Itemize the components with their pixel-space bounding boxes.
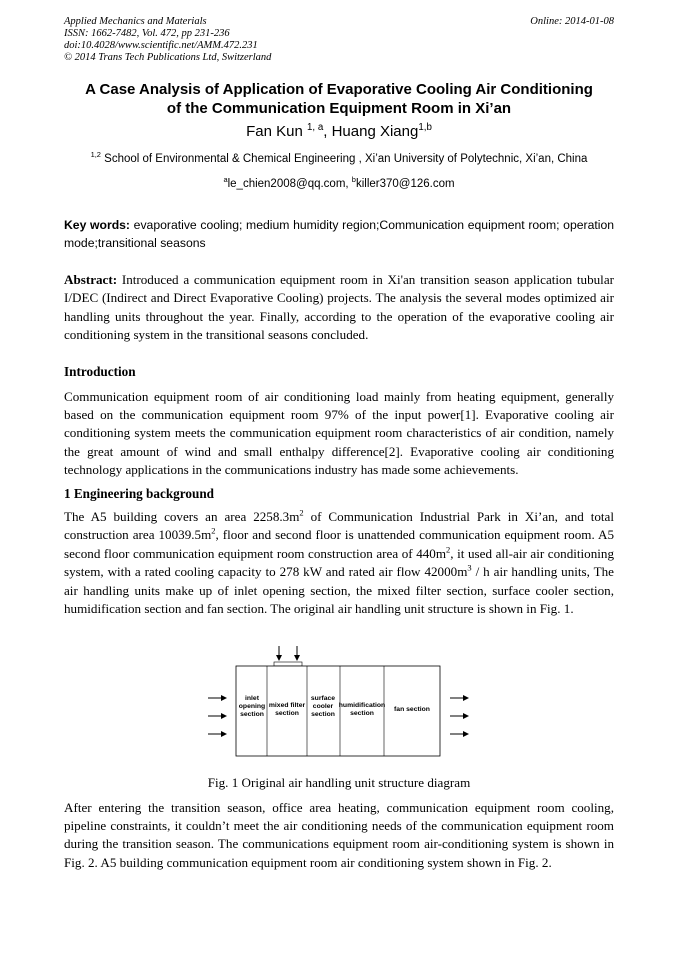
keywords-label: Key words: [64, 218, 130, 232]
author-2: , Huang Xiang [323, 123, 419, 140]
abstract-label: Abstract: [64, 272, 118, 287]
email-b: killer370@126.com [355, 178, 455, 190]
title-line-2: of the Communication Equipment Room in Xi’an [166, 100, 512, 117]
keywords [64, 216, 614, 252]
abstract-text: Introduced a communication equipment room in Xi'an transition season application tubular I/DEC (Indirect and Direct Evaporative Cooling) projects. The analysis the several modes optimized air handling units throughout the year. Finally, according to the operation of the evaporative cooling air conditioning system in the transitional seasons concluded. [64, 272, 614, 343]
eng-text-5: / h air handling units, The air handling units make up of inlet opening section, the mixed filter section, surface cooler section, humidification section and fan section. The original air handling unit structure is shown in Fig. 1. [64, 564, 614, 617]
email-a-sup: a [223, 175, 228, 185]
humid-label-2: section [350, 710, 374, 717]
humid-label-1: humidification [338, 702, 386, 709]
eng-text-1: The A5 building covers an area 2258.3m [64, 509, 300, 524]
surface-label-1: surface [310, 695, 336, 702]
authors [40, 123, 638, 140]
doi-line: doi:10.4028/www.scientific.net/AMM.472.231 [64, 40, 258, 51]
mixed-label-1: mixed filter [268, 702, 306, 709]
inlet-label-2: opening [238, 703, 266, 710]
email-a: le_chien2008@qq.com, [227, 178, 352, 190]
keywords-text: evaporative cooling; medium humidity region;Communication equipment room; operation mode;transitional seasons [64, 218, 615, 250]
eng-sup-4: 3 [467, 562, 472, 573]
author-1: Fan Kun [246, 123, 307, 140]
title-line-1: A Case Analysis of Application of Evaporative Cooling Air Conditioning [85, 81, 593, 98]
journal-header [64, 16, 271, 64]
eng-text-3: , floor and second floor is unattended communication equipment room. A5 second floor communication equipment room construction area of 440m [64, 527, 615, 561]
copyright-line: © 2014 Trans Tech Publications Ltd, Switzerland [64, 52, 272, 63]
affiliation [40, 150, 638, 165]
eng-sup-3: 2 [446, 544, 451, 555]
affiliation-text: School of Environmental & Chemical Engineering , Xi’an University of Polytechnic, Xi’an, China [100, 153, 588, 165]
surface-label-3: section [311, 711, 335, 718]
top-inlet-opening [274, 662, 302, 666]
fan-label: fan section [394, 706, 430, 713]
journal-name: Applied Mechanics and Materials [64, 16, 207, 27]
introduction-heading: Introduction [64, 364, 136, 379]
online-date: Online: 2014-01-08 [530, 16, 614, 27]
eng-sup-2: 2 [211, 526, 216, 537]
eng-text-4: , it used all-air air conditioning system, with a rated cooling capacity to 278 kW and rated air flow 42000m [64, 545, 614, 580]
engineering-heading: 1 Engineering background [64, 486, 214, 501]
figure-1-caption: Fig. 1 Original air handling unit structure diagram [207, 775, 471, 790]
affiliation-sup: 1,2 [90, 150, 101, 160]
abstract [64, 271, 614, 345]
issn-line: ISSN: 1662-7482, Vol. 472, pp 231-236 [64, 28, 230, 39]
air-handling-unit-diagram [200, 644, 480, 764]
eng-text-2: of Communication Industrial Park in Xi’an, and total construction area 10039.5m [64, 509, 614, 543]
author-2-sup: 1,b [418, 122, 432, 133]
author-1-sup: 1, a [306, 122, 324, 133]
inlet-label-1: inlet [245, 695, 259, 702]
emails [40, 175, 638, 190]
inlet-label-3: section [240, 711, 264, 718]
after-figure-text: After entering the transition season, office area heating, communication equipment room cooling, pipeline constraints, it couldn’t meet the air conditioning needs of the communication equipment room during the transition season. The communications equipment room air-conditioning system is shown in Fig. 2. A5 building communication equipment room air conditioning system shown in Fig. 2. [64, 800, 614, 870]
eng-sup-1: 2 [299, 507, 304, 518]
mixed-label-2: section [275, 710, 299, 717]
paper-title [40, 80, 638, 118]
surface-label-2: cooler [312, 703, 334, 710]
email-b-sup: b [351, 175, 356, 185]
engineering-text [64, 508, 614, 618]
introduction-text: Communication equipment room of air conditioning load mainly from heating equipment, generally based on the communication equipment room 97% of the input power[1]. Evaporative cooling air conditioning system meets the communication equipment room characteristics of air condition, namely the great amount of wind and small enthalpy difference[2]. Evaporative cooling air conditioning technology applications in the communications industry has made some achievements. [64, 389, 614, 477]
